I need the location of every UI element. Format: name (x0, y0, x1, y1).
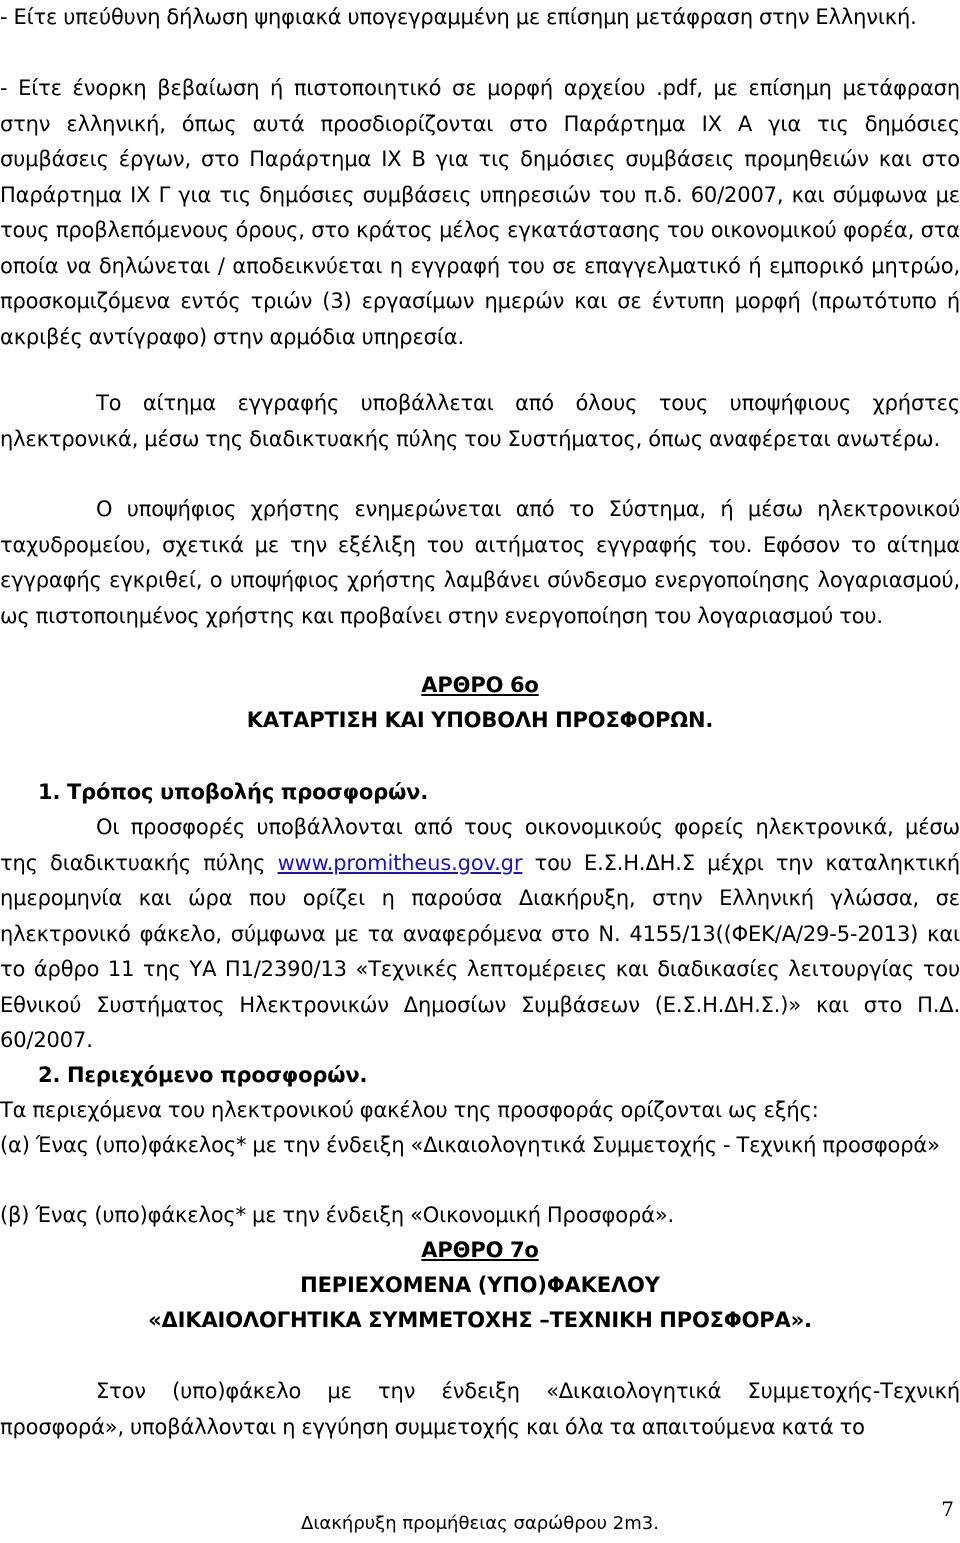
section-2-item-a: (α) Ένας (υπο)φάκελος* με την ένδειξη «Δικαιολογητικά Συμμετοχής - Τεχνική προσφορά» (0, 1133, 940, 1157)
article-7-title-line-1: ΠΕΡΙΕΧΟΜΕΝΑ (ΥΠΟ)ΦΑΚΕΛΟΥ (300, 1273, 660, 1297)
article-7-heading: ΑΡΘΡΟ 7ο (421, 1238, 539, 1262)
section-1-text-start: Οι προσφορές υποβάλλονται από τους οικονομικούς φορείς ηλεκτρονικά, μέσω της διαδικτυακής πύλης (0, 815, 960, 875)
section-1-text-end: του Ε.Σ.Η.ΔΗ.Σ μέχρι την καταληκτική ημερομηνία και ώρα που ορίζει η παρούσα Διακήρυξη, στην Ελληνική γλώσσα, σε ηλεκτρονικό φάκελο, σύμφωνα με τα αναφερόμενα στο Ν. 4155/13((ΦΕΚ/Α/29-5-2013) και το άρθρο 11 της ΥΑ Π1/2390/13 «Τεχνικές λεπτομέρειες και διαδικασίες λειτουργίας του Εθνικού Συστήματος Ηλεκτρονικών Δημοσίων Συμβάσεων (Ε.Σ.Η.ΔΗ.Σ.)» και στο Π.Δ. 60/2007. (0, 850, 960, 1052)
promitheus-link[interactable]: www.promitheus.gov.gr (277, 850, 523, 875)
bullet-solemn-declaration: - Είτε υπεύθυνη δήλωση ψηφιακά υπογεγραμμένη με επίσημη μετάφραση στην Ελληνική. (0, 5, 917, 29)
article-6-title: ΚΑΤΑΡΤΙΣΗ ΚΑΙ ΥΠΟΒΟΛΗ ΠΡΟΣΦΟΡΩΝ. (246, 708, 714, 732)
bullet-sworn-statement: - Είτε ένορκη βεβαίωση ή πιστοποιητικό σε μορφή αρχείου .pdf, με επίσημη μετάφραση στην ελληνική, όπως αυτά προσδιορίζονται στο Παράρτημα ΙΧ Α για τις δημόσιες συμβάσεις έργων, στο Παράρτημα ΙΧ Β για τις δημόσιες συμβάσεις προμηθειών και στο Παράρτημα ΙΧ Γ για τις δημόσιες συμβάσεις υπηρεσιών του π.δ. 60/2007, και σύμφωνα με τους προβλεπόμενους όρους, στο κράτος μέλος εγκατάστασης του οικονομικού φορέα, στα οποία να δηλώνεται / αποδεικνύεται η εγγραφή του σε επαγγελματικό ή εμπορικό μητρώο, προσκομιζόμενα εντός τριών (3) εργασίμων ημερών και σε έντυπη μορφή (πρωτότυπο ή ακριβές αντίγραφο) στην αρμόδια υπηρεσία. (0, 76, 960, 349)
section-2-intro: Τα περιεχόμενα του ηλεκτρονικού φακέλου της προσφοράς ορίζονται ως εξής: (0, 1098, 819, 1122)
article-7-title-line-2: «ΔΙΚΑΙΟΛΟΓΗΤΙΚΑ ΣΥΜΜΕΤΟΧΗΣ –ΤΕΧΝΙΚΗ ΠΡΟΣΦΟΡΑ». (148, 1308, 812, 1332)
section-1-paragraph (0, 810, 960, 1059)
section-2-heading: 2. Περιεχόμενο προσφορών. (38, 1063, 368, 1087)
page-footer: Διακήρυξη προμήθειας σαρώθρου 2m3. (301, 1513, 659, 1534)
page-number: 7 (941, 1497, 954, 1521)
section-2-item-b: (β) Ένας (υπο)φάκελος* με την ένδειξη «Οικονομική Προσφορά». (0, 1203, 675, 1227)
section-1-heading: 1. Τρόπος υποβολής προσφορών. (38, 780, 429, 804)
article-6-heading: ΑΡΘΡΟ 6ο (421, 673, 539, 697)
paragraph-envelope-contents: Στον (υπο)φάκελο με την ένδειξη «Δικαιολογητικά Συμμετοχής-Τεχνική προσφορά», υποβάλλονται η εγγύηση συμμετοχής και όλα τα απαιτούμενα κατά το (0, 1379, 960, 1439)
paragraph-registration-request: Το αίτημα εγγραφής υποβάλλεται από όλους τους υποψήφιους χρήστες ηλεκτρονικά, μέσω της διαδικτυακής πύλης του Συστήματος, όπως αναφέρεται ανωτέρω. (0, 391, 960, 451)
paragraph-user-notification: Ο υποψήφιος χρήστης ενημερώνεται από το Σύστημα, ή μέσω ηλεκτρονικού ταχυδρομείου, σχετικά με την εξέλιξη του αιτήματος εγγραφής του. Εφόσον το αίτημα εγγραφής εγκριθεί, ο υποψήφιος χρήστης λαμβάνει σύνδεσμο ενεργοποίησης λογαριασμού, ως πιστοποιημένος χρήστης και προβαίνει στην ενεργοποίηση του λογαριασμού του. (0, 497, 960, 628)
